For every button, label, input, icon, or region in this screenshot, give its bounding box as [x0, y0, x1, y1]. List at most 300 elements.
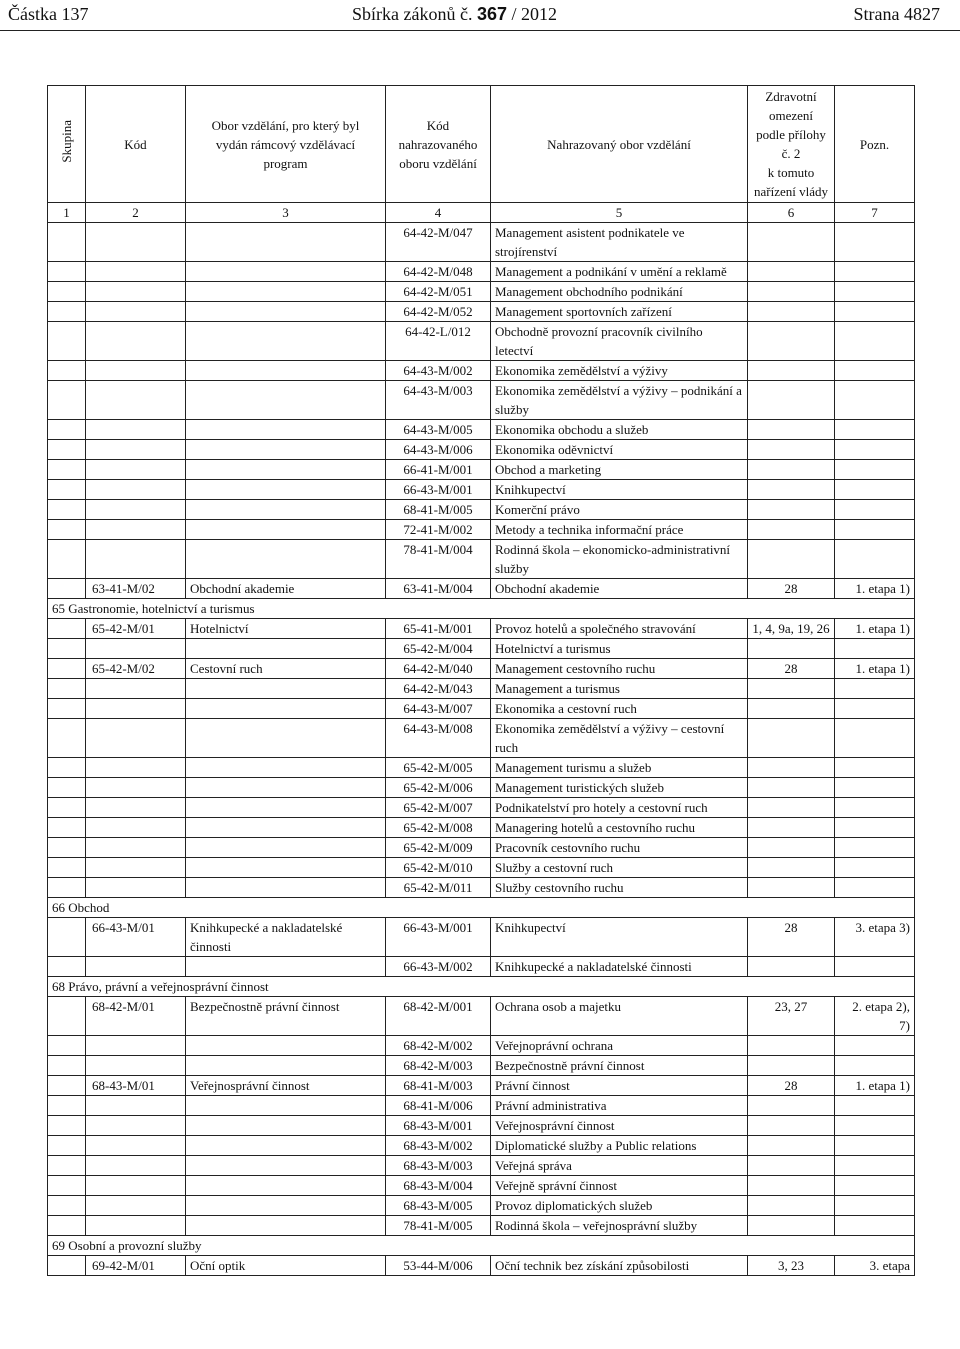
table-row — [48, 1036, 915, 1056]
table-row — [48, 1056, 915, 1076]
skupina-cell — [48, 838, 86, 858]
skupina-cell — [48, 1076, 86, 1096]
nahr-cell: Management turismu a služeb — [491, 758, 748, 778]
kod-nahr-cell: 68-43-M/003 — [386, 1156, 491, 1176]
obor-cell — [186, 699, 386, 719]
kod-cell — [86, 480, 186, 500]
table-row — [48, 1216, 915, 1236]
nahr-cell: Bezpečnostně právní činnost — [491, 1056, 748, 1076]
nahr-cell: Ochrana osob a majetku — [491, 997, 748, 1036]
kod-nahr-cell: 64-42-M/043 — [386, 679, 491, 699]
zdrav-cell — [748, 282, 835, 302]
skupina-cell — [48, 1096, 86, 1116]
skupina-cell — [48, 719, 86, 758]
col-header-nahrazovany-obor: Nahrazovaný obor vzdělání — [491, 86, 748, 203]
nahr-cell: Služby cestovního ruchu — [491, 878, 748, 898]
kod-nahr-cell: 65-42-M/005 — [386, 758, 491, 778]
pozn-cell — [835, 480, 915, 500]
pozn-cell — [835, 361, 915, 381]
nahr-cell: Knihkupecké a nakladatelské činnosti — [491, 957, 748, 977]
pozn-cell — [835, 778, 915, 798]
table-row — [48, 520, 915, 540]
zdrav-cell — [748, 719, 835, 758]
obor-cell — [186, 322, 386, 361]
zdrav-cell — [748, 480, 835, 500]
pozn-cell — [835, 1196, 915, 1216]
collection-prefix: Sbírka zákonů č. — [352, 4, 473, 24]
obor-cell — [186, 957, 386, 977]
pozn-cell — [835, 719, 915, 758]
nahr-cell: Právní činnost — [491, 1076, 748, 1096]
zdrav-cell — [748, 460, 835, 480]
kod-cell — [86, 520, 186, 540]
nahr-cell: Management asistent podnikatele ve strojírenství — [491, 223, 748, 262]
zdrav-cell — [748, 1156, 835, 1176]
kod-cell — [86, 957, 186, 977]
kod-cell — [86, 1156, 186, 1176]
skupina-cell — [48, 1256, 86, 1276]
kod-cell: 65-42-M/01 — [86, 619, 186, 639]
kod-nahr-cell: 68-43-M/005 — [386, 1196, 491, 1216]
obor-cell — [186, 679, 386, 699]
nahr-cell: Knihkupectví — [491, 480, 748, 500]
pozn-cell — [835, 420, 915, 440]
nahr-cell: Veřejná správa — [491, 1156, 748, 1176]
group-heading-row — [48, 1236, 915, 1256]
skupina-cell — [48, 778, 86, 798]
zdrav-cell: 28 — [748, 918, 835, 957]
zdrav-header-line: nařízení vlády — [754, 184, 828, 199]
nahr-cell: Provoz hotelů a společného stravování — [491, 619, 748, 639]
col-header-kod-nahrazovaneho — [386, 86, 491, 203]
pozn-cell — [835, 957, 915, 977]
zdrav-cell: 28 — [748, 579, 835, 599]
zdrav-cell — [748, 798, 835, 818]
obor-cell — [186, 460, 386, 480]
pozn-cell — [835, 699, 915, 719]
obor-cell — [186, 878, 386, 898]
skupina-label: Skupina — [59, 120, 74, 163]
column-number: 4 — [386, 203, 491, 223]
table-body — [48, 223, 915, 1276]
zdrav-cell — [748, 440, 835, 460]
table-row — [48, 619, 915, 639]
kod-cell — [86, 440, 186, 460]
kod-nahr-cell: 65-41-M/001 — [386, 619, 491, 639]
nahr-cell: Veřejnosprávní činnost — [491, 1116, 748, 1136]
table-row — [48, 1196, 915, 1216]
obor-cell — [186, 1056, 386, 1076]
obor-cell: Oční optik — [186, 1256, 386, 1276]
table-row — [48, 818, 915, 838]
obor-cell: Bezpečnostně právní činnost — [186, 997, 386, 1036]
table-row — [48, 440, 915, 460]
obor-cell — [186, 440, 386, 460]
table-row — [48, 1076, 915, 1096]
kod-cell — [86, 758, 186, 778]
nahr-cell: Rodinná škola – veřejnosprávní služby — [491, 1216, 748, 1236]
pozn-cell — [835, 381, 915, 420]
table-row — [48, 223, 915, 262]
obor-cell: Obchodní akademie — [186, 579, 386, 599]
obor-cell — [186, 1216, 386, 1236]
table-row — [48, 639, 915, 659]
pozn-cell — [835, 1136, 915, 1156]
skupina-cell — [48, 997, 86, 1036]
zdrav-cell — [748, 858, 835, 878]
pozn-cell: 1. etapa 1) — [835, 1076, 915, 1096]
zdrav-cell — [748, 223, 835, 262]
pozn-cell: 1. etapa 1) — [835, 659, 915, 679]
page-number: Strana 4827 — [853, 4, 940, 24]
kod-nahr-header-line: Kód — [426, 117, 450, 133]
kod-nahr-cell: 68-43-M/002 — [386, 1136, 491, 1156]
zdrav-header-line: podle přílohy — [756, 127, 826, 142]
column-number: 2 — [86, 203, 186, 223]
kod-nahr-cell: 66-43-M/001 — [386, 918, 491, 957]
table-header-row — [48, 86, 915, 203]
zdrav-cell — [748, 878, 835, 898]
group-heading-row — [48, 898, 915, 918]
skupina-cell — [48, 520, 86, 540]
obor-cell — [186, 858, 386, 878]
kod-cell — [86, 838, 186, 858]
nahr-cell: Obchodní akademie — [491, 579, 748, 599]
table-row — [48, 1116, 915, 1136]
kod-cell — [86, 282, 186, 302]
collection-title — [352, 4, 557, 25]
table-row — [48, 1256, 915, 1276]
zdrav-cell — [748, 1096, 835, 1116]
kod-nahr-cell: 72-41-M/002 — [386, 520, 491, 540]
kod-cell — [86, 540, 186, 579]
obor-cell — [186, 420, 386, 440]
skupina-cell — [48, 679, 86, 699]
kod-nahr-cell: 66-43-M/002 — [386, 957, 491, 977]
group-heading-row — [48, 599, 915, 619]
table-row — [48, 282, 915, 302]
zdrav-cell — [748, 322, 835, 361]
pozn-cell — [835, 302, 915, 322]
kod-nahr-header-line: oboru vzdělání — [399, 155, 477, 171]
kod-cell — [86, 778, 186, 798]
nahr-cell: Managering hotelů a cestovního ruchu — [491, 818, 748, 838]
skupina-cell — [48, 440, 86, 460]
issue-number: Částka 137 — [8, 4, 89, 24]
kod-nahr-cell: 64-42-M/048 — [386, 262, 491, 282]
nahr-cell: Služby a cestovní ruch — [491, 858, 748, 878]
table-row — [48, 579, 915, 599]
nahr-cell: Knihkupectví — [491, 918, 748, 957]
zdrav-cell — [748, 818, 835, 838]
obor-cell — [186, 381, 386, 420]
pozn-cell — [835, 223, 915, 262]
obor-cell — [186, 520, 386, 540]
obor-cell — [186, 778, 386, 798]
kod-nahr-cell: 68-43-M/001 — [386, 1116, 491, 1136]
pozn-cell — [835, 1096, 915, 1116]
skupina-cell — [48, 798, 86, 818]
table-row — [48, 838, 915, 858]
table-row — [48, 540, 915, 579]
obor-cell: Hotelnictví — [186, 619, 386, 639]
nahr-cell: Ekonomika zemědělství a výživy – cestovní ruch — [491, 719, 748, 758]
zdrav-cell — [748, 1176, 835, 1196]
page-header — [0, 0, 960, 32]
zdrav-cell: 23, 27 — [748, 997, 835, 1036]
kod-cell — [86, 500, 186, 520]
pozn-cell — [835, 1216, 915, 1236]
pozn-cell — [835, 282, 915, 302]
col-header-poznamka: Pozn. — [835, 86, 915, 203]
kod-nahr-cell: 78-41-M/004 — [386, 540, 491, 579]
kod-nahr-cell: 64-43-M/006 — [386, 440, 491, 460]
nahr-cell: Ekonomika obchodu a služeb — [491, 420, 748, 440]
kod-cell: 66-43-M/01 — [86, 918, 186, 957]
zdrav-cell — [748, 302, 835, 322]
kod-nahr-cell: 64-43-M/008 — [386, 719, 491, 758]
kod-cell — [86, 858, 186, 878]
zdrav-cell: 3, 23 — [748, 1256, 835, 1276]
pozn-cell — [835, 460, 915, 480]
nahr-cell: Diplomatické služby a Public relations — [491, 1136, 748, 1156]
kod-nahr-cell: 64-43-M/002 — [386, 361, 491, 381]
skupina-cell — [48, 322, 86, 361]
column-number: 5 — [491, 203, 748, 223]
pozn-cell — [835, 322, 915, 361]
zdrav-cell — [748, 540, 835, 579]
kod-nahr-cell: 65-42-M/010 — [386, 858, 491, 878]
skupina-cell — [48, 540, 86, 579]
pozn-cell: 3. etapa 3) — [835, 918, 915, 957]
kod-nahr-cell: 65-42-M/006 — [386, 778, 491, 798]
pozn-cell — [835, 520, 915, 540]
kod-cell — [86, 798, 186, 818]
kod-cell — [86, 818, 186, 838]
nahr-cell: Právní administrativa — [491, 1096, 748, 1116]
zdrav-cell — [748, 381, 835, 420]
nahr-cell: Komerční právo — [491, 500, 748, 520]
obor-cell — [186, 639, 386, 659]
table-row — [48, 719, 915, 758]
kod-nahr-cell: 68-41-M/003 — [386, 1076, 491, 1096]
nahr-cell: Oční technik bez získání způsobilosti — [491, 1256, 748, 1276]
zdrav-cell: 1, 4, 9a, 19, 26 — [748, 619, 835, 639]
obor-header-line: Obor vzdělání, pro který byl — [211, 117, 360, 133]
obor-cell — [186, 818, 386, 838]
kod-cell: 69-42-M/01 — [86, 1256, 186, 1276]
education-fields-table — [47, 85, 915, 1276]
table-row — [48, 878, 915, 898]
obor-cell — [186, 838, 386, 858]
obor-cell — [186, 1096, 386, 1116]
kod-nahr-cell: 65-42-M/008 — [386, 818, 491, 838]
table-row — [48, 957, 915, 977]
zdrav-cell: 28 — [748, 659, 835, 679]
kod-cell — [86, 1056, 186, 1076]
nahr-cell: Veřejnoprávní ochrana — [491, 1036, 748, 1056]
pozn-cell — [835, 758, 915, 778]
obor-cell — [186, 361, 386, 381]
kod-nahr-cell: 68-42-M/001 — [386, 997, 491, 1036]
pozn-cell — [835, 500, 915, 520]
skupina-cell — [48, 1216, 86, 1236]
kod-nahr-cell: 65-42-M/004 — [386, 639, 491, 659]
collection-year: / 2012 — [511, 4, 558, 24]
kod-cell: 68-43-M/01 — [86, 1076, 186, 1096]
zdrav-header-line: č. 2 — [781, 146, 801, 161]
kod-cell — [86, 1136, 186, 1156]
skupina-cell — [48, 262, 86, 282]
pozn-cell — [835, 639, 915, 659]
obor-cell — [186, 500, 386, 520]
table-row — [48, 500, 915, 520]
kod-cell — [86, 223, 186, 262]
nahr-cell: Hotelnictví a turismus — [491, 639, 748, 659]
pozn-cell: 2. etapa 2), 7) — [835, 997, 915, 1036]
nahr-cell: Ekonomika a cestovní ruch — [491, 699, 748, 719]
obor-cell — [186, 302, 386, 322]
collection-number: 367 — [476, 4, 508, 24]
kod-nahr-cell: 68-42-M/003 — [386, 1056, 491, 1076]
pozn-cell — [835, 878, 915, 898]
kod-nahr-cell: 64-43-M/005 — [386, 420, 491, 440]
table-row — [48, 420, 915, 440]
obor-cell — [186, 1196, 386, 1216]
obor-header-line: vydán rámcový vzdělávací — [215, 136, 356, 152]
zdrav-cell — [748, 1056, 835, 1076]
table-row — [48, 302, 915, 322]
kod-nahr-cell: 68-43-M/004 — [386, 1176, 491, 1196]
kod-nahr-cell: 68-41-M/005 — [386, 500, 491, 520]
skupina-cell — [48, 361, 86, 381]
nahr-cell: Management turistických služeb — [491, 778, 748, 798]
pozn-cell — [835, 838, 915, 858]
kod-cell — [86, 878, 186, 898]
pozn-cell — [835, 1036, 915, 1056]
skupina-cell — [48, 460, 86, 480]
pozn-cell — [835, 818, 915, 838]
obor-cell — [186, 262, 386, 282]
nahr-cell: Management sportovních zařízení — [491, 302, 748, 322]
kod-cell — [86, 262, 186, 282]
kod-cell — [86, 1036, 186, 1056]
kod-nahr-cell: 68-42-M/002 — [386, 1036, 491, 1056]
table-row — [48, 798, 915, 818]
kod-nahr-cell: 65-42-M/009 — [386, 838, 491, 858]
kod-cell — [86, 302, 186, 322]
nahr-cell: Pracovník cestovního ruchu — [491, 838, 748, 858]
kod-cell — [86, 639, 186, 659]
kod-cell: 65-42-M/02 — [86, 659, 186, 679]
zdrav-cell — [748, 1136, 835, 1156]
kod-cell — [86, 719, 186, 758]
zdrav-cell — [748, 679, 835, 699]
kod-cell — [86, 1176, 186, 1196]
pozn-cell — [835, 679, 915, 699]
table-row — [48, 679, 915, 699]
kod-nahr-cell: 65-42-M/007 — [386, 798, 491, 818]
group-heading: 69 Osobní a provozní služby — [48, 1236, 915, 1256]
obor-cell — [186, 1136, 386, 1156]
obor-cell — [186, 1156, 386, 1176]
header-rule — [0, 30, 960, 31]
zdrav-cell — [748, 957, 835, 977]
table-row — [48, 381, 915, 420]
table-row — [48, 699, 915, 719]
skupina-cell — [48, 818, 86, 838]
nahr-cell: Ekonomika zemědělství a výživy — [491, 361, 748, 381]
obor-cell — [186, 480, 386, 500]
table-row — [48, 480, 915, 500]
nahr-cell: Rodinná škola – ekonomicko-administrativní služby — [491, 540, 748, 579]
kod-nahr-cell: 53-44-M/006 — [386, 1256, 491, 1276]
table-row — [48, 460, 915, 480]
kod-cell — [86, 699, 186, 719]
kod-cell — [86, 420, 186, 440]
kod-nahr-cell: 64-42-M/051 — [386, 282, 491, 302]
zdrav-cell — [748, 1116, 835, 1136]
table-row — [48, 361, 915, 381]
skupina-cell — [48, 957, 86, 977]
table-row — [48, 778, 915, 798]
pozn-cell — [835, 858, 915, 878]
column-number: 3 — [186, 203, 386, 223]
column-number: 6 — [748, 203, 835, 223]
pozn-cell: 1. etapa 1) — [835, 579, 915, 599]
zdrav-cell — [748, 262, 835, 282]
group-heading: 68 Právo, právní a veřejnosprávní činnost — [48, 977, 915, 997]
nahr-cell: Obchodně provozní pracovník civilního letectví — [491, 322, 748, 361]
zdrav-cell: 28 — [748, 1076, 835, 1096]
kod-cell — [86, 460, 186, 480]
table-row — [48, 1156, 915, 1176]
zdrav-cell — [748, 520, 835, 540]
skupina-cell — [48, 639, 86, 659]
nahr-cell: Podnikatelství pro hotely a cestovní ruch — [491, 798, 748, 818]
kod-cell: 68-42-M/01 — [86, 997, 186, 1036]
obor-cell — [186, 1176, 386, 1196]
zdrav-cell — [748, 838, 835, 858]
pozn-cell — [835, 540, 915, 579]
skupina-cell — [48, 918, 86, 957]
kod-cell — [86, 381, 186, 420]
zdrav-cell — [748, 699, 835, 719]
skupina-cell — [48, 1136, 86, 1156]
zdrav-cell — [748, 361, 835, 381]
zdrav-cell — [748, 778, 835, 798]
nahr-cell: Management a turismus — [491, 679, 748, 699]
table-row — [48, 1136, 915, 1156]
skupina-cell — [48, 420, 86, 440]
skupina-cell — [48, 302, 86, 322]
nahr-cell: Provoz diplomatických služeb — [491, 1196, 748, 1216]
pozn-cell: 1. etapa 1) — [835, 619, 915, 639]
table-row — [48, 322, 915, 361]
obor-cell: Cestovní ruch — [186, 659, 386, 679]
zdrav-cell — [748, 500, 835, 520]
group-heading-row — [48, 977, 915, 997]
kod-cell — [86, 679, 186, 699]
col-header-skupina — [48, 86, 86, 203]
skupina-cell — [48, 1156, 86, 1176]
nahr-cell: Obchod a marketing — [491, 460, 748, 480]
col-header-obor — [186, 86, 386, 203]
pozn-cell — [835, 262, 915, 282]
skupina-cell — [48, 1196, 86, 1216]
kod-nahr-cell: 64-42-M/040 — [386, 659, 491, 679]
table-row — [48, 659, 915, 679]
